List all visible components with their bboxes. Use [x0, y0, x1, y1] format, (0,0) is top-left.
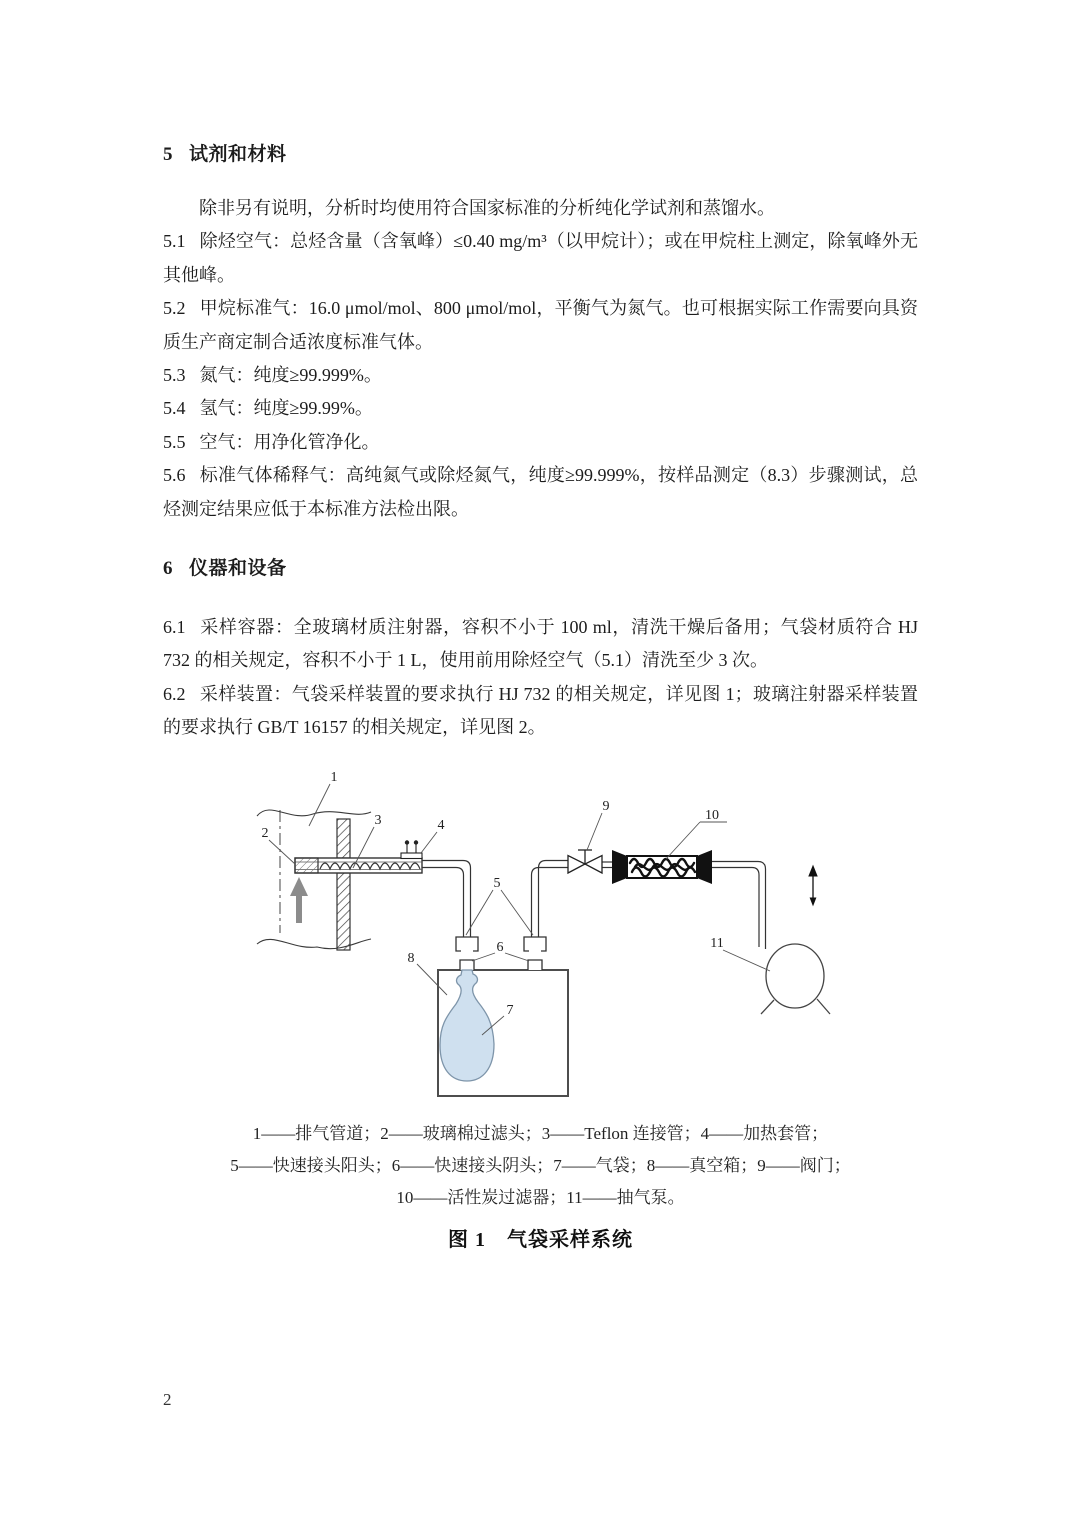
- clause-6-1-number: 6.1: [163, 617, 186, 638]
- legend-line-2: 5——快速接头阳头；6——快速接头阴头；7——气袋；8——真空箱；9——阀门；: [230, 1155, 851, 1175]
- callout-1: 1: [330, 769, 338, 785]
- female-connector-left: [460, 960, 474, 970]
- clause-6-2-text: 采样装置：气袋采样装置的要求执行 HJ 732 的相关规定，详见图 1；玻璃注射器采样装置的要求执行 GB/T 16157 的相关规定，详见图 2。: [163, 683, 918, 738]
- figure-1-diagram-wrap: [250, 763, 870, 1108]
- figure-1-diagram: [250, 763, 870, 1108]
- clause-5-2-number: 5.2: [163, 298, 186, 319]
- clause-5-4: [163, 392, 918, 425]
- carbon-filter-cap-right: [697, 850, 712, 884]
- clause-6-1-text: 采样容器：全玻璃材质注射器，容积不小于 100 ml，清洗干燥后备用；气袋材质符合 HJ 732 的相关规定，容积不小于 1 L，使用前用除烃空气（5.1）清洗至少 3 次。: [163, 617, 918, 671]
- section-6-title: 仪器和设备: [189, 558, 287, 580]
- clause-5-1-number: 5.1: [163, 231, 186, 252]
- callout-10: 10: [705, 807, 719, 823]
- clause-6-2: [163, 678, 918, 745]
- clause-5-1: [163, 225, 918, 292]
- clause-5-5: [163, 426, 918, 459]
- figure-1-caption: 图 1 气袋采样系统: [448, 1228, 633, 1251]
- flow-up-arrow-shaft: [296, 896, 302, 923]
- flow-up-arrow-head: [290, 877, 308, 896]
- clause-5-6-text: 标准气体稀释气：高纯氮气或除烃氮气，纯度≥99.999%，按样品测定（8.3）步骤测试，总烃测定结果应低于本标准方法检出限。: [163, 465, 918, 519]
- clause-5-5-number: 5.5: [163, 431, 186, 452]
- male-connector-right: [524, 937, 546, 951]
- clause-5-3-number: 5.3: [163, 365, 186, 386]
- tube-box-to-valve-outer: [539, 860, 569, 937]
- clause-6-2-number: 6.2: [163, 683, 186, 704]
- glass-wool-filter-head: [295, 858, 318, 873]
- callout-7: 7: [506, 1002, 514, 1018]
- callout-5: 5: [493, 875, 501, 891]
- section-5-intro: 除非另有说明，分析时均使用符合国家标准的分析纯化学试剂和蒸馏水。: [199, 198, 775, 218]
- duct-wall-lower: [337, 873, 350, 950]
- callout-3: 3: [374, 812, 382, 828]
- clause-5-3: [163, 359, 918, 392]
- heating-jacket-terminal: [401, 840, 422, 858]
- clause-5-2: [163, 292, 918, 359]
- section-5-number: 5: [163, 144, 173, 165]
- legend-line-1: 1——排气管道；2——玻璃棉过滤头；3——Teflon 连接管；4——加热套管；: [252, 1123, 829, 1143]
- clause-6-1: [163, 611, 918, 678]
- clause-5-2-text: 甲烷标准气：16.0 μmol/mol、800 μmol/mol，平衡气为氮气。也可根据实际工作需要向具资质生产商定制合适浓度标准气体。: [163, 298, 918, 352]
- tube-probe-to-bag-inner: [422, 867, 464, 937]
- legend-line-3: 10——活性炭过滤器；11——抽气泵。: [396, 1187, 685, 1207]
- tube-box-to-valve-inner: [532, 867, 569, 937]
- callout-8: 8: [407, 950, 415, 966]
- clause-5-4-number: 5.4: [163, 398, 186, 419]
- clause-5-5-text: 空气：用净化管净化。: [199, 431, 380, 452]
- clause-5-3-text: 氮气：纯度≥99.999%。: [199, 365, 382, 386]
- callout-2: 2: [261, 825, 269, 841]
- section-6-number: 6: [163, 558, 173, 580]
- page-number: 2: [163, 1390, 172, 1409]
- clause-5-4-text: 氢气：纯度≥99.99%。: [199, 398, 373, 419]
- clause-5-1-text: 除烃空气：总烃含量（含氧峰）≤0.40 mg/m³（以甲烷计）；或在甲烷柱上测定，除氧峰外无其他峰。: [163, 231, 918, 285]
- section-5-heading: [163, 138, 918, 171]
- clause-5-6: [163, 459, 918, 526]
- callout-4: 4: [437, 817, 445, 833]
- callout-11: 11: [710, 935, 724, 951]
- pump-leg-right: [817, 999, 830, 1014]
- pump: [761, 944, 830, 1014]
- callout-9: 9: [602, 798, 610, 814]
- valve: [568, 850, 602, 873]
- figure-1-legend: [163, 1118, 918, 1214]
- pump-leg-left: [761, 1000, 774, 1014]
- section-6-heading: [163, 552, 918, 585]
- pump-body: [766, 944, 824, 1008]
- exhaust-duct: [257, 810, 371, 950]
- figure-1: [163, 763, 918, 1252]
- pump-exhaust-arrow: [809, 866, 817, 905]
- flow-up-arrow: [290, 877, 308, 923]
- carbon-filter: [612, 850, 712, 884]
- carbon-filter-cap-left: [612, 850, 627, 884]
- duct-break-line-bottom: [257, 939, 371, 949]
- callout-6: 6: [496, 939, 504, 955]
- duct-wall-upper: [337, 819, 350, 858]
- male-connector-left: [456, 937, 478, 951]
- female-connector-right: [528, 960, 542, 970]
- clause-5-6-number: 5.6: [163, 465, 186, 486]
- section-5-title: 试剂和材料: [189, 144, 287, 165]
